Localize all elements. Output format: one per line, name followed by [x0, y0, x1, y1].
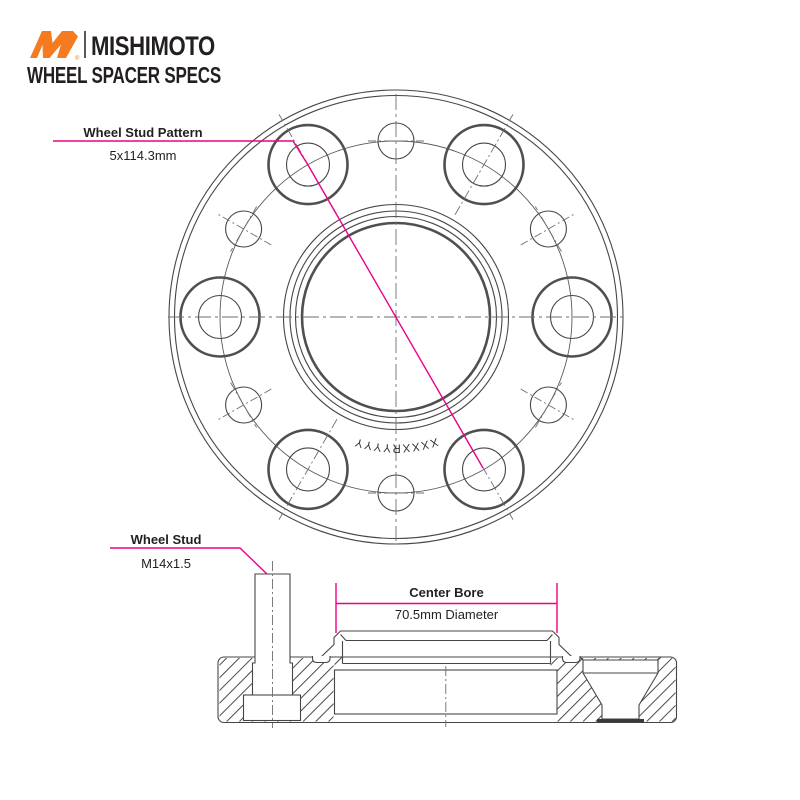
wheel-stud-pattern-annotation: [53, 126, 233, 162]
logo-divider: [84, 31, 86, 58]
relief-notch-right: [563, 656, 581, 663]
header: [0, 0, 320, 100]
wheel-stud-pattern-leader: [53, 141, 483, 468]
center-bore-annotation: [336, 586, 557, 621]
part-stamp-text: XXXXRYYYY: [352, 435, 440, 454]
wheel-stud-pattern-value: 5x114.3mm: [109, 148, 177, 163]
hub-lip-profile: [321, 631, 572, 657]
lug-seat: [597, 719, 644, 723]
relief-notch-left: [313, 656, 331, 663]
wheel-stud: [244, 561, 301, 728]
wheel-stud-value: M14x1.5: [141, 556, 191, 571]
wheel-stud-label: Wheel Stud: [130, 532, 202, 547]
registered-mark: ®: [75, 56, 80, 60]
wheel-stud-annotation: [106, 533, 226, 570]
brand-name: MISHIMOTO: [91, 31, 215, 61]
mishimoto-m-icon: [30, 28, 80, 60]
page-title: WHEEL SPACER SPECS: [27, 62, 221, 88]
center-bore-value: 70.5mm Diameter: [394, 607, 499, 622]
center-bore-label: Center Bore: [409, 585, 484, 600]
wheel-stud-pattern-label: Wheel Stud Pattern: [83, 125, 203, 140]
stud-head: [244, 695, 301, 721]
